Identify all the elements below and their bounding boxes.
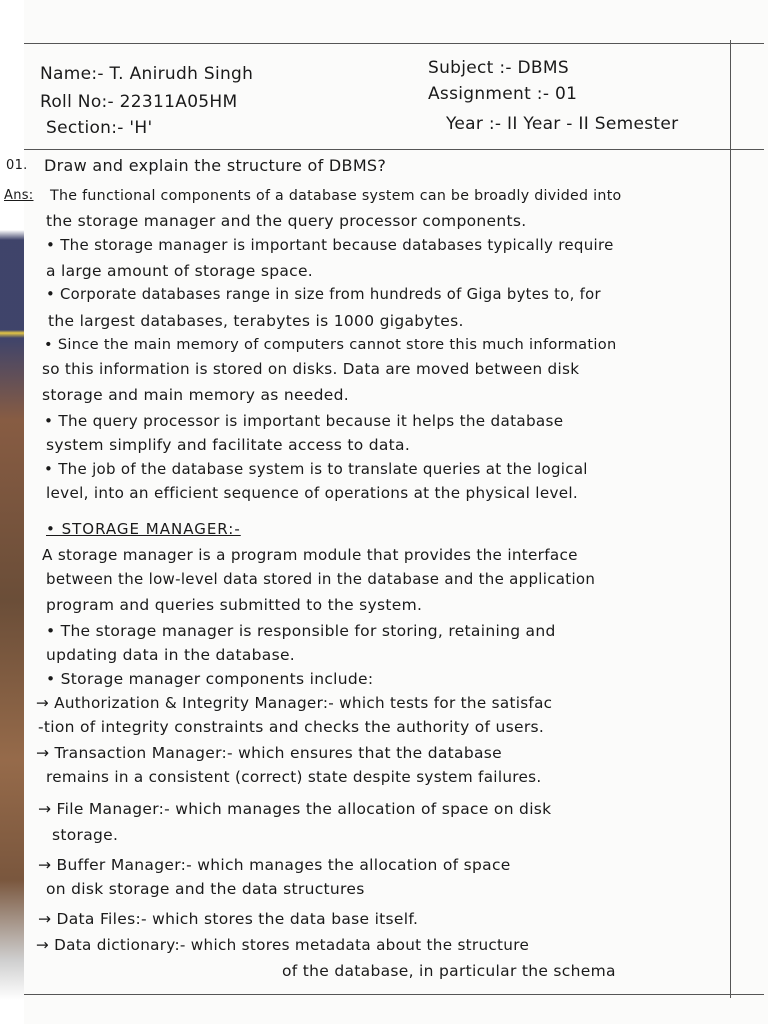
answer-line: the largest databases, terabytes is 1000 gigabytes. (48, 312, 464, 330)
answer-line: • The storage manager is responsible for storing, retaining and (46, 622, 556, 640)
student-name: Name:- T. Anirudh Singh (40, 64, 254, 84)
top-rule-line (24, 43, 764, 44)
answer-line: between the low-level data stored in the database and the application (46, 570, 596, 588)
bottom-rule-line (24, 994, 764, 995)
answer-line: • The storage manager is important because databases typically require (46, 236, 614, 254)
answer-line: remains in a consistent (correct) state despite system failures. (46, 768, 542, 786)
answer-line: • Storage manager components include: (46, 670, 374, 688)
answer-line: level, into an efficient sequence of operations at the physical level. (46, 484, 579, 502)
answer-line: updating data in the database. (46, 646, 296, 664)
answer-line: • The query processor is important because it helps the database (44, 412, 564, 430)
answer-line: → Data dictionary:- which stores metadata about the structure (36, 936, 530, 954)
answer-line: the storage manager and the query processor components. (46, 212, 527, 230)
answer-line: → Transaction Manager:- which ensures that the database (36, 744, 502, 762)
answer-line: The functional components of a database system can be broadly divided into (50, 188, 622, 204)
answer-line: on disk storage and the data structures (46, 880, 365, 898)
answer-line: • The job of the database system is to translate queries at the logical (44, 460, 588, 478)
roll-number: Roll No:- 22311A05HM (40, 92, 238, 112)
notebook-page (4, 0, 768, 1024)
right-margin-line (730, 40, 731, 998)
answer-line: -tion of integrity constraints and checks the authority of users. (38, 718, 545, 736)
answer-line: → File Manager:- which manages the allocation of space on disk (38, 800, 552, 818)
question-number: 01. (6, 158, 28, 173)
answer-line: system simplify and facilitate access to data. (46, 436, 411, 454)
answer-line: of the database, in particular the schema (282, 962, 616, 980)
header-rule-line (24, 149, 764, 150)
answer-line: • Corporate databases range in size from hundreds of Giga bytes to, for (46, 286, 601, 303)
question-text: Draw and explain the structure of DBMS? (44, 156, 387, 175)
answer-line: a large amount of storage space. (46, 262, 314, 280)
answer-line: storage and main memory as needed. (42, 386, 349, 404)
assignment-number: Assignment :- 01 (428, 84, 578, 104)
subject: Subject :- DBMS (428, 58, 569, 78)
answer-line: so this information is stored on disks. Data are moved between disk (42, 360, 580, 378)
answer-line: → Data Files:- which stores the data base itself. (38, 910, 419, 928)
year-semester: Year :- II Year - II Semester (446, 114, 679, 134)
answer-line: program and queries submitted to the system. (46, 596, 423, 614)
answer-label: Ans: (4, 188, 34, 203)
section: Section:- 'H' (46, 118, 153, 138)
answer-line: • Since the main memory of computers cannot store this much information (44, 336, 617, 353)
answer-line: → Buffer Manager:- which manages the allocation of space (38, 856, 511, 874)
answer-line: → Authorization & Integrity Manager:- which tests for the satisfac (36, 694, 553, 712)
answer-line: A storage manager is a program module that provides the interface (42, 546, 578, 564)
section-heading-storage-manager: • STORAGE MANAGER:- (46, 520, 241, 538)
answer-line: storage. (52, 826, 119, 844)
